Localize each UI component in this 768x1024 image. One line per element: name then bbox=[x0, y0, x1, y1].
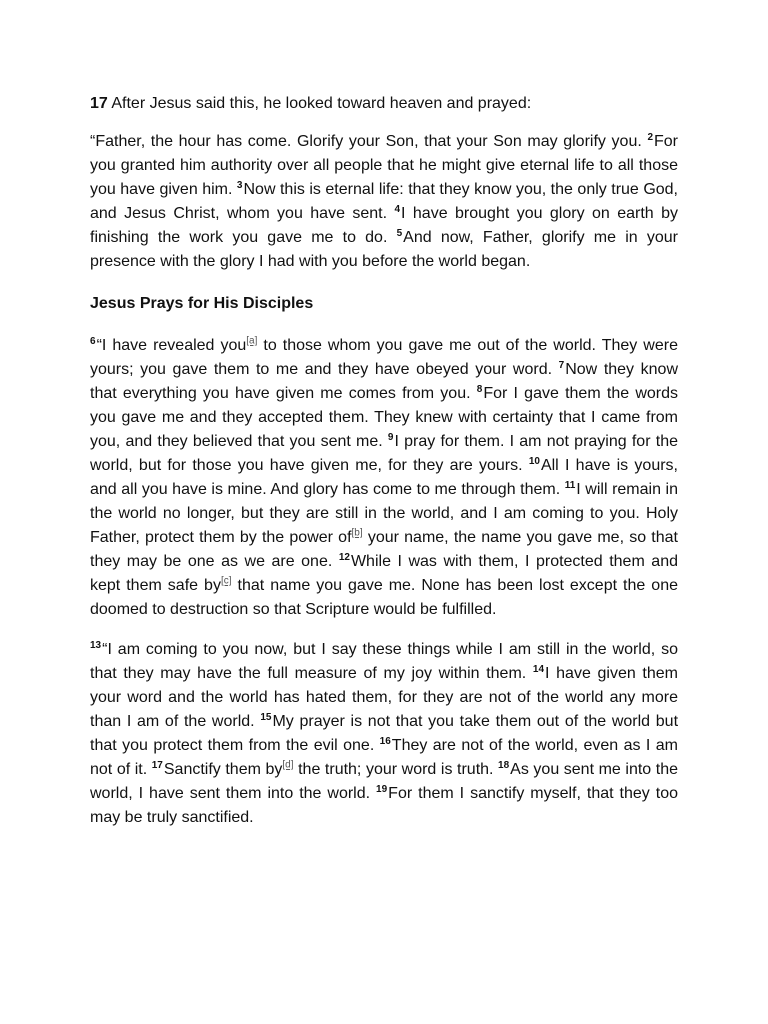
section-heading: Jesus Prays for His Disciples bbox=[90, 295, 314, 312]
verse-text: I will remain in the world no longer, but they are still in the world, and I am coming to you. Holy Father, protect them by the power of bbox=[90, 481, 678, 546]
verse-text: “Father, the hour has come. Glorify your Son, that your Son may glorify you. bbox=[90, 133, 648, 150]
verse-text: the truth; your word is truth. bbox=[293, 761, 499, 778]
document-body bbox=[90, 92, 678, 830]
verse-text: Now they know that everything you have given me comes from you. bbox=[90, 361, 678, 402]
footnote-link[interactable]: [d] bbox=[282, 759, 294, 771]
verse-number: 3 bbox=[236, 179, 243, 191]
verse-number: 18 bbox=[498, 759, 510, 771]
verse-number: 10 bbox=[528, 455, 540, 467]
verse-number: 4 bbox=[394, 203, 401, 215]
verse-text: My prayer is not that you take them out of the world but that you protect them from the evil one. bbox=[90, 713, 679, 754]
intro-text: After Jesus said this, he looked toward heaven and prayed: bbox=[111, 95, 532, 112]
verse-number: 16 bbox=[379, 735, 391, 747]
verse-number: 17 bbox=[151, 759, 163, 771]
verse-number: 2 bbox=[647, 131, 653, 143]
paragraph-2 bbox=[90, 334, 678, 622]
footnote-link[interactable]: [b] bbox=[351, 527, 363, 539]
paragraph-1 bbox=[90, 130, 678, 274]
chapter-intro bbox=[90, 92, 678, 116]
verse-text: As you sent me into the world, I have sent them into the world. bbox=[90, 761, 678, 802]
verse-number: 5 bbox=[396, 227, 403, 239]
verse-number: 15 bbox=[260, 711, 272, 723]
chapter-number: 17 bbox=[90, 95, 108, 112]
verse-text: Sanctify them by bbox=[163, 761, 283, 778]
verse-text: And now, Father, glorify me in your presence with the glory I had with you before the world began. bbox=[90, 229, 678, 270]
verse-text: Now this is eternal life: that they know you, the only true God, and Jesus Christ, whom you have sent. bbox=[90, 181, 678, 222]
verse-text: They are not of the world, even as I am not of it. bbox=[90, 737, 678, 778]
verse-text: I pray for them. I am not praying for the world, but for those you have given me, for they are yours. bbox=[90, 433, 678, 474]
footnote-link[interactable]: [a] bbox=[246, 335, 258, 347]
verse-number: 12 bbox=[338, 551, 350, 563]
verse-text: to those whom you gave me out of the world. They were yours; you gave them to me and they have obeyed your word. bbox=[90, 337, 678, 378]
verse-text: “I am coming to you now, but I say these things while I am still in the world, so that they may have the full measure of my joy within them. bbox=[90, 641, 678, 682]
verse-number: 13 bbox=[90, 639, 102, 651]
paragraph-3 bbox=[90, 638, 678, 830]
verse-text: For I gave them the words you gave me and they accepted them. They knew with certainty that I came from you, and they believed that you sent me. bbox=[90, 385, 678, 450]
verse-text: While I was with them, I protected them and kept them safe by bbox=[90, 553, 678, 594]
verse-text: “I have revealed you bbox=[96, 337, 247, 354]
verse-number: 11 bbox=[564, 479, 576, 491]
verse-number: 7 bbox=[558, 359, 565, 371]
verse-text: I have given them your word and the world has hated them, for they are not of the world any more than I am of the world. bbox=[90, 665, 679, 730]
verse-text: I have brought you glory on earth by finishing the work you gave me to do. bbox=[90, 205, 678, 246]
verse-number: 14 bbox=[532, 663, 545, 675]
footnote-link[interactable]: [c] bbox=[220, 575, 232, 587]
verse-text: that name you gave me. None has been lost except the one doomed to destruction so that Scripture would be fulfilled. bbox=[90, 577, 678, 618]
verse-number: 6 bbox=[90, 335, 96, 347]
verse-text: All I have is yours, and all you have is mine. And glory has come to me through them. bbox=[90, 457, 678, 498]
verse-text: your name, the name you gave me, so that they may be one as we are one. bbox=[90, 529, 678, 570]
verse-text: For you granted him authority over all people that he might give eternal life to all those you have given him. bbox=[90, 133, 678, 198]
verse-number: 19 bbox=[376, 783, 388, 795]
verse-number: 9 bbox=[387, 431, 394, 443]
verse-number: 8 bbox=[476, 383, 483, 395]
verse-text: For them I sanctify myself, that they too may be truly sanctified. bbox=[90, 785, 678, 826]
